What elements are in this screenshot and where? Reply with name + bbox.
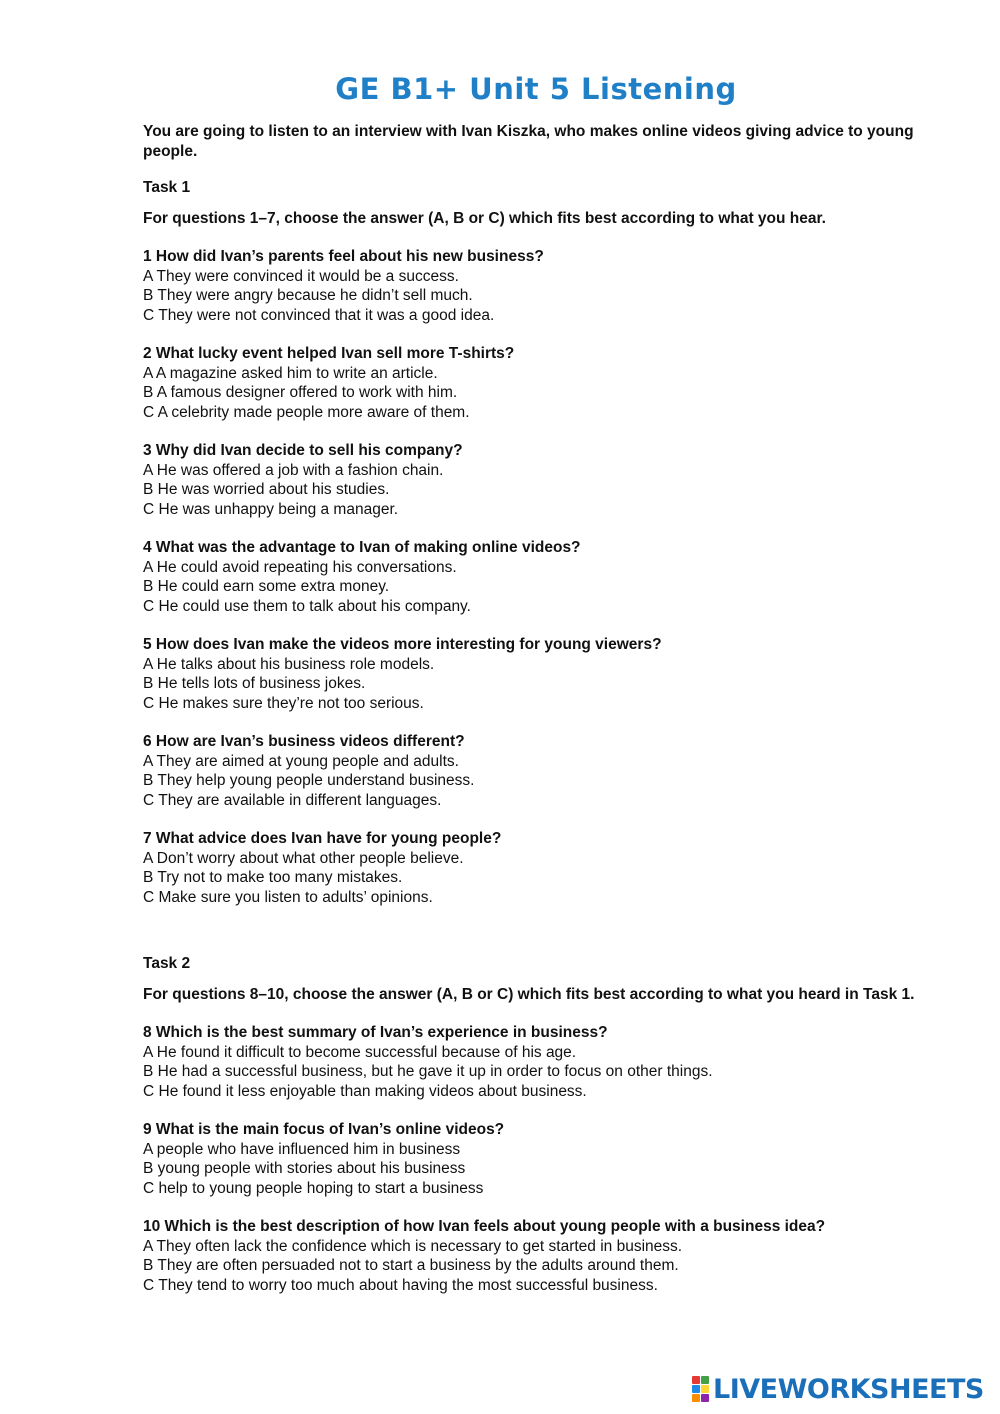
- answer-option-a[interactable]: A He talks about his business role models.: [143, 655, 435, 673]
- worksheet-content: [143, 122, 943, 1314]
- task2-heading: Task 2: [143, 955, 191, 972]
- answer-option-c[interactable]: C He was unhappy being a manager.: [143, 500, 399, 518]
- answer-option-b[interactable]: B A famous designer offered to work with him.: [143, 384, 458, 401]
- answer-option-a[interactable]: A He was offered a job with a fashion chain.: [143, 461, 444, 479]
- answer-option-a[interactable]: A They are aimed at young people and adults.: [143, 752, 459, 770]
- answer-option-a[interactable]: A He could avoid repeating his conversations.: [143, 558, 457, 576]
- question-block: [143, 732, 943, 810]
- task2-instruction: For questions 8–10, choose the answer (A, B or C) which fits best according to what you heard in Task 1.: [143, 985, 915, 1003]
- answer-option-c[interactable]: C help to young people hoping to start a business: [143, 1179, 484, 1197]
- answer-option-a[interactable]: A They often lack the confidence which is necessary to get started in business.: [143, 1237, 683, 1255]
- question-block: [143, 538, 943, 616]
- question-text: 9 What is the main focus of Ivan’s online videos?: [143, 1121, 505, 1138]
- answer-option-c[interactable]: C He found it less enjoyable than making videos about business.: [143, 1082, 587, 1100]
- answer-option-c[interactable]: C They are available in different languages.: [143, 791, 442, 809]
- task1-questions: [143, 247, 943, 907]
- task1-heading: Task 1: [143, 179, 191, 196]
- answer-option-c[interactable]: C Make sure you listen to adults’ opinions.: [143, 888, 433, 906]
- question-block: [143, 441, 943, 519]
- logo-text: LIVEWORKSHEETS: [713, 1373, 984, 1405]
- task1-instruction: For questions 1–7, choose the answer (A, B or C) which fits best according to what you hear.: [143, 209, 826, 227]
- question-block: [143, 1217, 943, 1295]
- answer-option-c[interactable]: C He makes sure they’re not too serious.: [143, 694, 424, 712]
- page-title: GE B1+ Unit 5 Listening: [335, 72, 737, 106]
- task1-section: [143, 178, 943, 907]
- answer-option-b[interactable]: B He was worried about his studies.: [143, 481, 390, 498]
- question-text: 3 Why did Ivan decide to sell his company?: [143, 442, 463, 459]
- answer-option-b[interactable]: B They were angry because he didn’t sell much.: [143, 287, 473, 304]
- question-block: [143, 1023, 943, 1101]
- question-block: [143, 635, 943, 713]
- answer-option-c[interactable]: C He could use them to talk about his company.: [143, 597, 471, 615]
- question-text: 10 Which is the best description of how Ivan feels about young people with a business idea?: [143, 1218, 826, 1235]
- task2-questions: [143, 1023, 943, 1295]
- intro-text: You are going to listen to an interview with Ivan Kiszka, who makes online videos giving advice to young people.: [143, 123, 914, 160]
- question-text: 4 What was the advantage to Ivan of making online videos?: [143, 539, 581, 556]
- question-text: 6 How are Ivan’s business videos different?: [143, 733, 465, 750]
- answer-option-b[interactable]: B He had a successful business, but he gave it up in order to focus on other things.: [143, 1063, 713, 1080]
- answer-option-c[interactable]: C A celebrity made people more aware of them.: [143, 403, 470, 421]
- answer-option-a[interactable]: A A magazine asked him to write an article.: [143, 364, 438, 382]
- answer-option-a[interactable]: A people who have influenced him in business: [143, 1140, 461, 1158]
- answer-option-b[interactable]: B They help young people understand business.: [143, 772, 475, 789]
- liveworksheets-logo-icon: [692, 1376, 709, 1402]
- question-text: 2 What lucky event helped Ivan sell more T-shirts?: [143, 345, 515, 362]
- question-block: [143, 247, 943, 325]
- answer-option-a[interactable]: A Don’t worry about what other people believe.: [143, 849, 464, 867]
- answer-option-b[interactable]: B He could earn some extra money.: [143, 578, 390, 595]
- question-block: [143, 1120, 943, 1198]
- question-text: 5 How does Ivan make the videos more interesting for young viewers?: [143, 636, 662, 653]
- answer-option-a[interactable]: A He found it difficult to become successful because of his age.: [143, 1043, 577, 1061]
- liveworksheets-logo[interactable]: [692, 1374, 984, 1404]
- answer-option-b[interactable]: B He tells lots of business jokes.: [143, 675, 366, 692]
- question-text: 8 Which is the best summary of Ivan’s experience in business?: [143, 1024, 608, 1041]
- answer-option-c[interactable]: C They tend to worry too much about having the most successful business.: [143, 1276, 658, 1294]
- question-text: 1 How did Ivan’s parents feel about his new business?: [143, 248, 544, 265]
- answer-option-b[interactable]: B Try not to make too many mistakes.: [143, 869, 403, 886]
- answer-option-a[interactable]: A They were convinced it would be a success.: [143, 267, 459, 285]
- question-block: [143, 344, 943, 422]
- question-block: [143, 829, 943, 907]
- answer-option-b[interactable]: B young people with stories about his business: [143, 1160, 466, 1177]
- question-text: 7 What advice does Ivan have for young people?: [143, 830, 502, 847]
- answer-option-b[interactable]: B They are often persuaded not to start a business by the adults around them.: [143, 1257, 679, 1274]
- answer-option-c[interactable]: C They were not convinced that it was a good idea.: [143, 306, 495, 324]
- task2-section: [143, 954, 943, 1295]
